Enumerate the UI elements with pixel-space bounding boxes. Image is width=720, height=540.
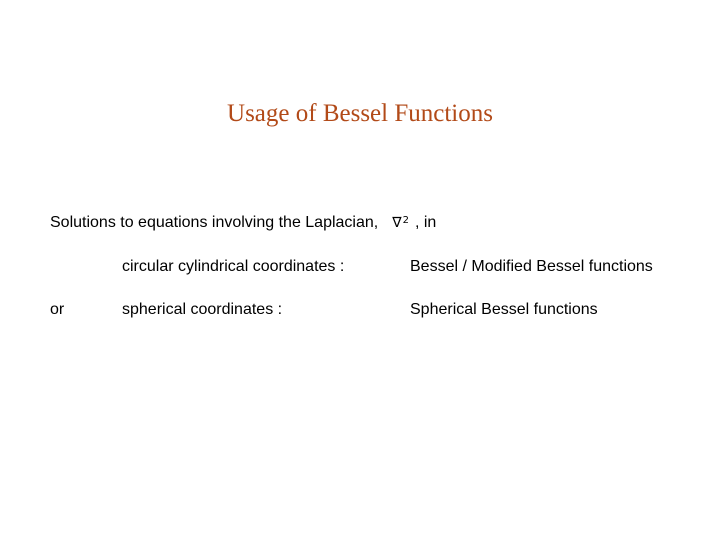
- coordinates-spherical: spherical coordinates :: [122, 301, 283, 318]
- slide-title: Usage of Bessel Functions: [227, 100, 493, 127]
- or-label: or: [50, 301, 65, 318]
- functions-spherical-bessel: Spherical Bessel functions: [410, 301, 598, 318]
- functions-bessel-modified: Bessel / Modified Bessel functions: [410, 258, 653, 275]
- operator-power: 2: [402, 215, 409, 226]
- intro-text: Solutions to equations involving the Laplacian,: [50, 214, 379, 231]
- coordinates-cylindrical: circular cylindrical coordinates :: [122, 258, 345, 275]
- intro-tail: , in: [414, 214, 437, 231]
- intro-line: [50, 213, 436, 235]
- nabla-symbol: ∇: [392, 215, 402, 231]
- laplacian-operator: [392, 213, 409, 235]
